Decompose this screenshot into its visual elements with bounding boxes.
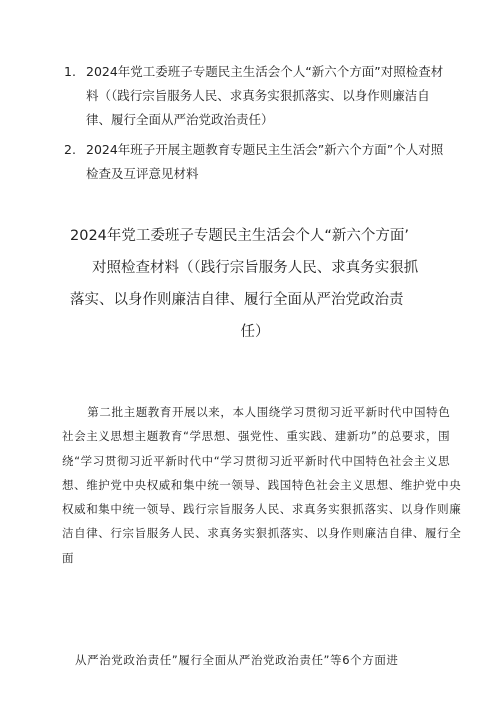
- body-paragraph-continued: 从严治党政治责任”履行全面从严治党政治责任”等6个方面进: [75, 653, 399, 667]
- title-line-3: 落实、以身作则廉洁自律、履行全面从严治党政治责: [70, 292, 404, 308]
- document-body: [62, 400, 462, 570]
- title-line-2: 对照检查材料（（践行宗旨服务人民、求真务实狠抓: [92, 260, 419, 276]
- title-line-1: 2024年党工委班子专题民主生活会个人“新六个方面’: [70, 228, 410, 244]
- table-of-contents: [64, 60, 444, 192]
- toc-item: [64, 60, 444, 132]
- body-paragraph: 第二批主题教育开展以来，本人围绕学习贯彻习近平新时代中国特色社会主义思想主题教育“学思想、强党性、重实践、建新功”的总要求，围绕“学习贯彻习近平新时代中“学习贯彻习近平新时代中国特色社会主义思想、维护党中央权威和集中统一领导、践国特色社会主义思想、维护党中央权威和集中统一领导、践行宗旨服务人民、求真务实狠抓落实、以身作则廉洁自律、行宗旨服务人民、求真务实狠抓落实、以身作则廉洁自律、履行全面: [62, 405, 462, 565]
- toc-item: [64, 138, 444, 186]
- title-line-4: 任）: [240, 324, 270, 340]
- document-title: [60, 220, 450, 348]
- toc-item-number: 1.: [64, 64, 76, 79]
- toc-item-text: 2024年班子开展主题教育专题民主生活会”新六个方面”个人对照检查及互评意见材料: [86, 142, 444, 181]
- toc-item-text: 2024年党工委班子专题民主生活会个人“新六个方面”对照检查材料（（践行宗旨服务人民、求真务实狠抓落实、以身作则廉洁自律、履行全面从严治党政治责任）: [86, 64, 444, 127]
- toc-item-number: 2.: [64, 142, 76, 157]
